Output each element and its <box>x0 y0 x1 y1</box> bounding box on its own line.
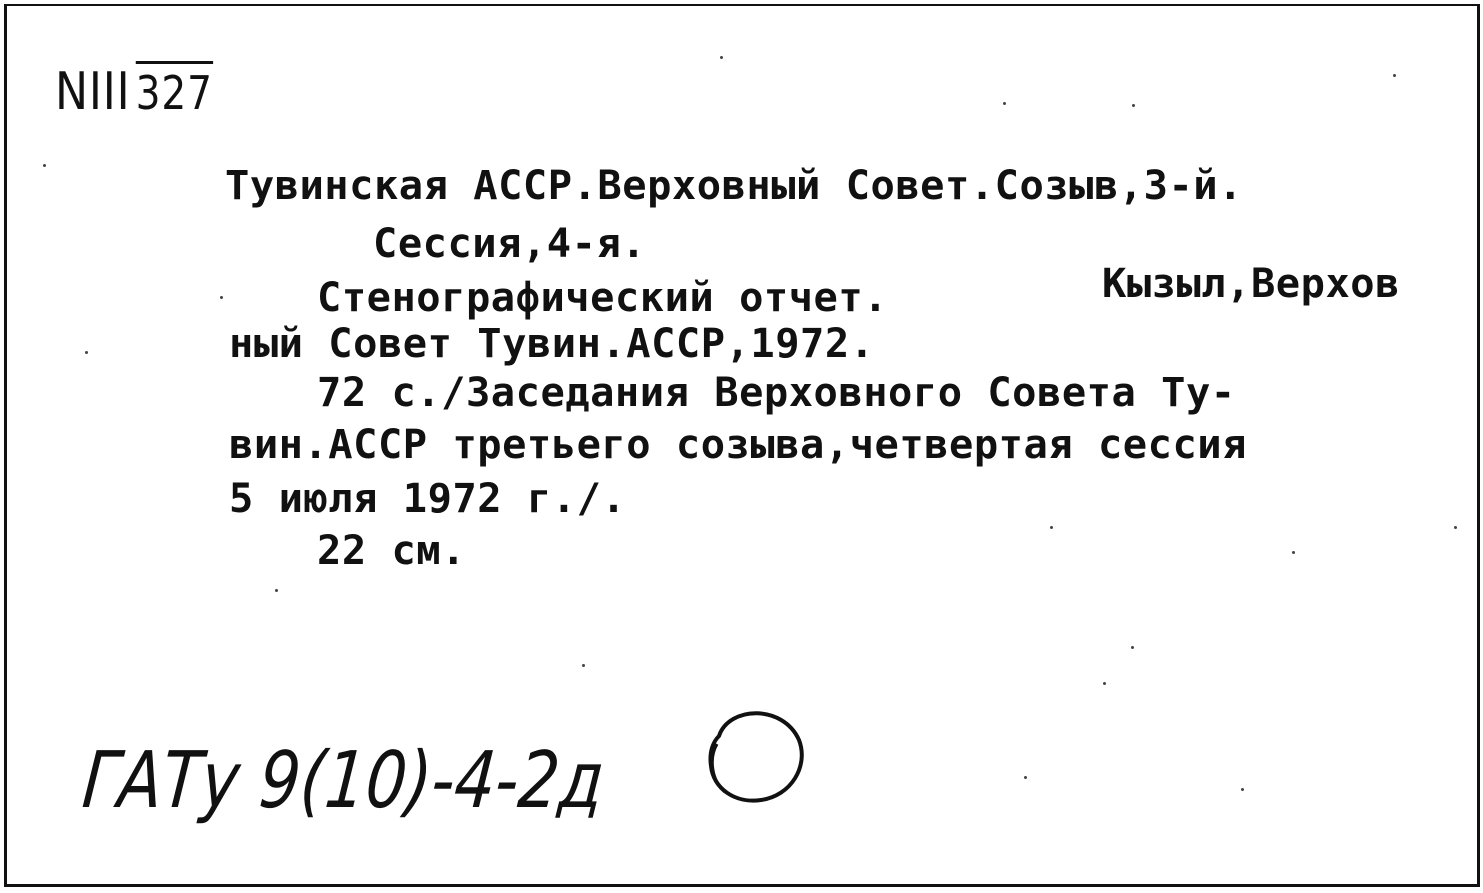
circle-mark-icon <box>691 696 811 816</box>
date-line: 5 июля 1972 г./. <box>229 476 627 522</box>
speck <box>1132 104 1135 107</box>
pages-line: 72 с./Заседания Верховного Совета Ту- <box>317 370 1236 416</box>
imprint-line-start: Кызыл,Верхов <box>1102 261 1400 307</box>
speck <box>1241 788 1244 791</box>
imprint-line: ный Совет Тувин.АССР,1972. <box>229 321 875 367</box>
speck <box>582 664 585 667</box>
speck <box>1024 776 1027 779</box>
title-line: Стенографический отчет. <box>317 275 889 321</box>
speck <box>43 164 46 167</box>
shelf-mark <box>55 61 213 122</box>
speck <box>1050 526 1053 529</box>
speck <box>1103 682 1106 685</box>
size-line: 22 см. <box>317 528 466 574</box>
shelf-mark-prefix: NIII <box>55 62 131 122</box>
handwritten-code: ГАТу 9(10)-4-2д <box>79 736 608 826</box>
speck <box>1131 646 1134 649</box>
note-line: вин.АССР третьего созыва,четвертая сессия <box>229 422 1247 468</box>
speck <box>1292 551 1295 554</box>
speck <box>1454 526 1457 529</box>
speck <box>720 56 723 59</box>
speck <box>1393 74 1396 77</box>
catalog-card <box>4 4 1480 887</box>
card-heading: Тувинская АССР.Верховный Совет.Созыв,3-й. <box>225 163 1243 209</box>
session-line: Сессия,4-я. <box>373 221 647 267</box>
speck <box>1003 102 1006 105</box>
speck <box>220 296 223 299</box>
speck <box>275 589 278 592</box>
shelf-mark-number: 327 <box>136 61 213 120</box>
speck <box>85 351 88 354</box>
